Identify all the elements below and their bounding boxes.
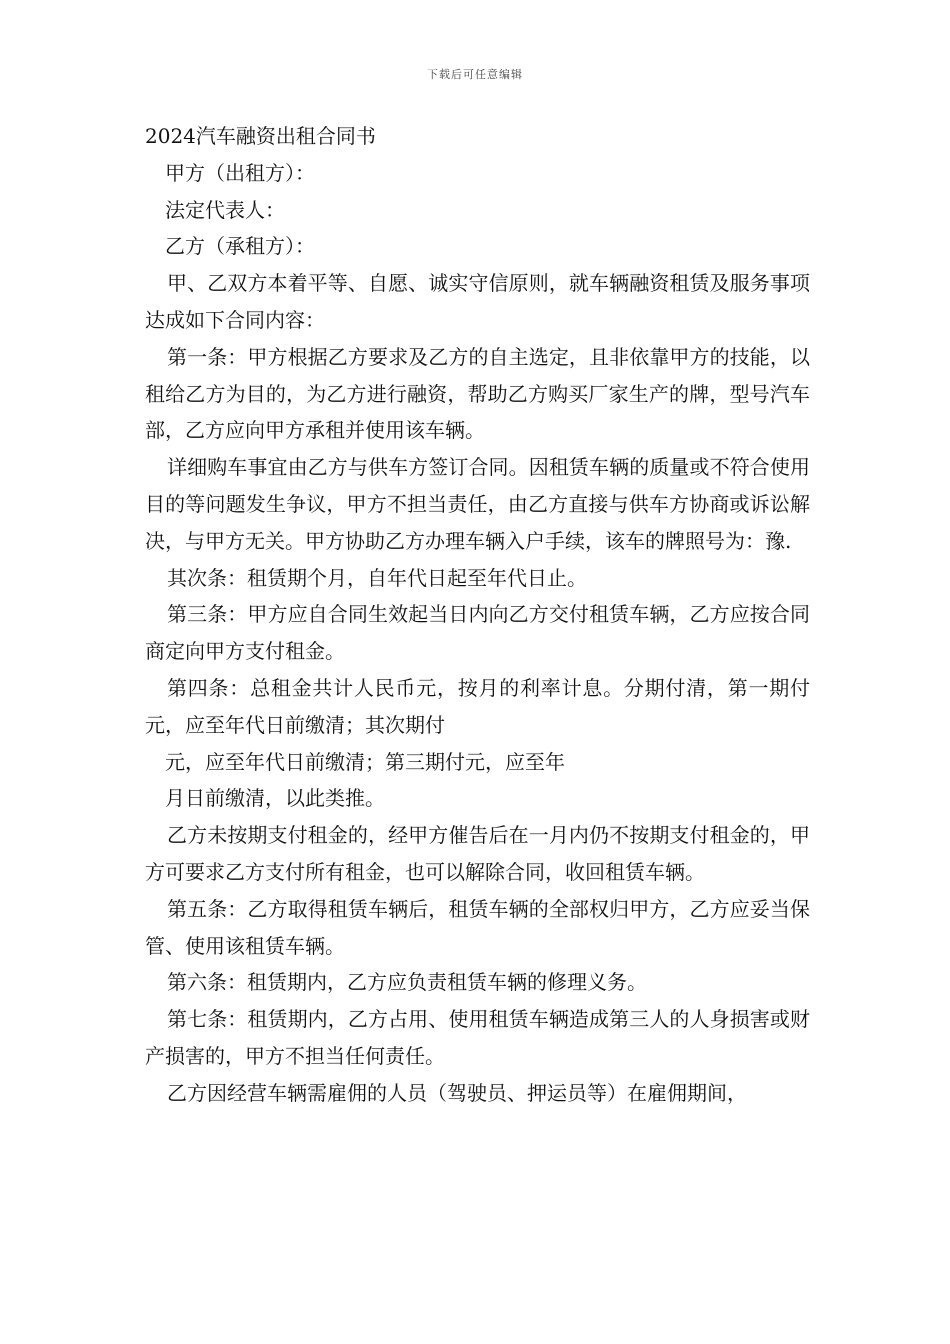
article-1-detail: 详细购车事宜由乙方与供车方签订合同。因租赁车辆的质量或不符合使用目的等问题发生争议，甲方不担当责任，由乙方直接与供车方协商或诉讼解决，与甲方无关。甲方协助乙方办理车辆入户手续，该车的牌照号为：豫. (145, 455, 810, 553)
article-2: 其次条：租赁期个月，自年代日起至年代日止。 (167, 565, 587, 590)
intro-paragraph: 甲、乙双方本着平等、自愿、诚实守信原则，就车辆融资租赁及服务事项达成如下合同内容： (145, 271, 810, 332)
header-note: 下载后可任意编辑 (427, 68, 523, 81)
employees-paragraph: 乙方因经营车辆需雇佣的人员（驾驶员、押运员等）在雇佣期间， (167, 1080, 747, 1105)
legal-representative-field: 法定代表人： (165, 197, 285, 222)
party-a-field: 甲方（出租方）： (165, 160, 315, 185)
late-payment-paragraph: 乙方未按期支付租金的，经甲方催告后在一月内仍不按期支付租金的，甲方可要求乙方支付所有租金，也可以解除合同，收回租赁车辆。 (145, 823, 810, 884)
article-4-line-2: 元，应至年代日前缴清；第三期付元，应至年 (165, 749, 565, 774)
document-title: 2024汽车融资出租合同书 (145, 124, 376, 148)
article-4: 第四条：总租金共计人民币元，按月的利率计息。分期付清，第一期付元，应至年代日前缴清；其次期付 (145, 675, 810, 737)
article-4-line-3: 月日前缴清，以此类推。 (165, 786, 385, 811)
article-3: 第三条：甲方应自合同生效起当日内向乙方交付租赁车辆，乙方应按合同商定向甲方支付租金。 (145, 602, 810, 664)
article-6: 第六条：租赁期内，乙方应负责租赁车辆的修理义务。 (167, 970, 647, 995)
article-7: 第七条：租赁期内，乙方占用、使用租赁车辆造成第三人的人身损害或财产损害的，甲方不担当任何责任。 (145, 1007, 810, 1068)
party-b-field: 乙方（承租方）： (165, 234, 315, 259)
document-body (145, 118, 810, 1112)
article-5: 第五条：乙方取得租赁车辆后，租赁车辆的全部权归甲方，乙方应妥当保管、使用该租赁车辆。 (145, 896, 810, 958)
article-1: 第一条：甲方根据乙方要求及乙方的自主选定，且非依靠甲方的技能，以租给乙方为目的，为乙方进行融资，帮助乙方购买厂家生产的牌，型号汽车部，乙方应向甲方承租并使用该车辆。 (145, 344, 810, 443)
